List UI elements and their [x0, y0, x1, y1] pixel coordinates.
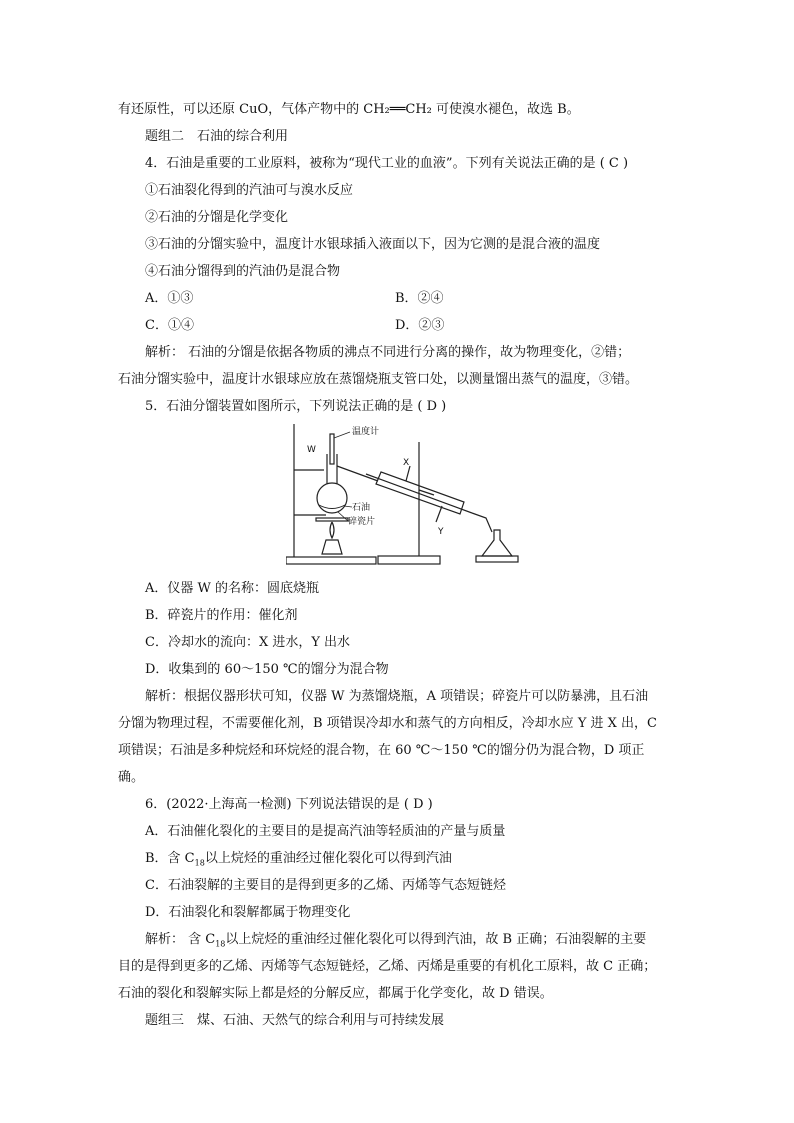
option-b-rest: 以上烷烃的重油经过催化裂化可以得到汽油 [204, 851, 452, 866]
explanation-prefix: 解析： 含 C [145, 932, 216, 947]
left-stand-base [286, 557, 376, 564]
option-b-prefix: B．含 C [145, 851, 195, 866]
question-4-stem: 4．石油是重要的工业原料，被称为“现代工业的血液”。下列有关说法正确的是 ( C ) [145, 156, 629, 171]
option-d: D．石油裂化和裂解都属于物理变化 [145, 905, 351, 920]
water-outlet-x [406, 466, 410, 481]
label-w: W [307, 445, 316, 455]
option-c: C．①④ [145, 318, 194, 333]
explanation-line: 确。 [118, 770, 145, 785]
option-c: C．石油裂解的主要目的是得到更多的乙烯、丙烯等气态短链烃 [145, 878, 506, 893]
option-b: B．碎瓷片的作用：催化剂 [145, 608, 298, 623]
flask-neck [327, 454, 337, 484]
label-y: Y [438, 527, 444, 537]
option-b [118, 845, 678, 872]
option-a: A．仪器 W 的名称：圆底烧瓶 [145, 581, 320, 596]
question-6-stem: 6．(2022·上海高一检测) 下列说法错误的是 ( D ) [145, 797, 433, 812]
question-5-stem: 5．石油分馏装置如图所示，下列说法正确的是 ( D ) [145, 399, 447, 414]
label-x: X [403, 458, 410, 468]
section-heading: 题组三 煤、石油、天然气的综合利用与可持续发展 [145, 1013, 445, 1028]
explanation-line: 解析：根据仪器形状可知，仪器 W 为蒸馏烧瓶，A 项错误；碎瓷片可以防暴沸，且石油 [145, 689, 649, 704]
receiving-flask [482, 530, 512, 556]
distillation-apparatus-diagram [286, 422, 548, 570]
explanation-line: 项错误；石油是多种烷烃和环烷烃的混合物，在 60 ℃～150 ℃的馏分仍为混合物，D 项正 [118, 743, 645, 758]
thermometer [330, 434, 334, 464]
option-d: D．收集到的 60～150 ℃的馏分为混合物 [145, 662, 389, 677]
receiver-stand [476, 556, 518, 562]
option-d: D．②③ [395, 318, 445, 333]
explanation-line: 石油分馏实验中，温度计水银球应放在蒸馏烧瓶支管口处，以测量馏出蒸气的温度，③错。 [118, 372, 639, 387]
oil-label: 石油 [352, 503, 371, 513]
section-heading: 题组二 石油的综合利用 [145, 129, 289, 144]
explanation-line: 解析： 石油的分馏是依据各物质的沸点不同进行分离的操作，故为物理变化，②错； [145, 345, 631, 360]
right-stand-base [378, 556, 440, 564]
document-body [118, 96, 678, 1034]
question-4-statement: ③石油的分馏实验中，温度计水银球插入液面以下，因为它测的是混合液的温度 [145, 237, 601, 252]
explanation-line: 石油的裂化和裂解实际上都是烃的分解反应，都属于化学变化，故 D 错误。 [118, 986, 553, 1001]
option-b: B．②④ [395, 291, 444, 306]
question-4-statement: ②石油的分馏是化学变化 [145, 210, 289, 225]
option-a: A．①③ [145, 291, 194, 306]
water-inlet-y [436, 506, 442, 522]
condenser-jacket [376, 472, 464, 514]
explanation-line: 分馏为物理过程，不需要催化剂，B 项错误冷却水和蒸气的方向相反，冷却水应 Y 进 X 出，C [118, 716, 657, 731]
question-4-statement: ④石油分馏得到的汽油仍是混合物 [145, 264, 341, 279]
subscript: 18 [194, 858, 205, 868]
wire-gauze [316, 518, 348, 521]
explanation-line [118, 926, 678, 953]
alcohol-lamp [322, 540, 342, 554]
side-arm [337, 466, 378, 481]
question-4-statement: ①石油裂化得到的汽油可与溴水反应 [145, 183, 354, 198]
subscript: 18 [215, 939, 226, 949]
liquid-level [319, 505, 345, 509]
question-4-options-row [118, 312, 678, 339]
explanation-rest: 以上烷烃的重油经过催化裂化可以得到汽油，故 B 正确；石油裂解的主要 [225, 932, 647, 947]
distillation-apparatus-figure [118, 420, 678, 575]
question-4-options-row [118, 285, 678, 312]
option-c: C．冷却水的流向：X 进水，Y 出水 [145, 635, 351, 650]
flame [330, 522, 334, 538]
option-a: A．石油催化裂化的主要目的是提高汽油等轻质油的产量与质量 [145, 824, 506, 839]
adapter [472, 513, 492, 532]
text-line: 有还原性，可以还原 CuO，气体产物中的 CH₂══CH₂ 可使溴水褪色，故选 B。 [118, 102, 580, 117]
explanation-line: 目的是得到更多的乙烯、丙烯等气态短链烃，乙烯、丙烯是重要的有机化工原料，故 C 正确； [118, 959, 657, 974]
porcelain-chips-label: 碎瓷片 [348, 517, 376, 527]
thermometer-label: 温度计 [352, 427, 380, 437]
